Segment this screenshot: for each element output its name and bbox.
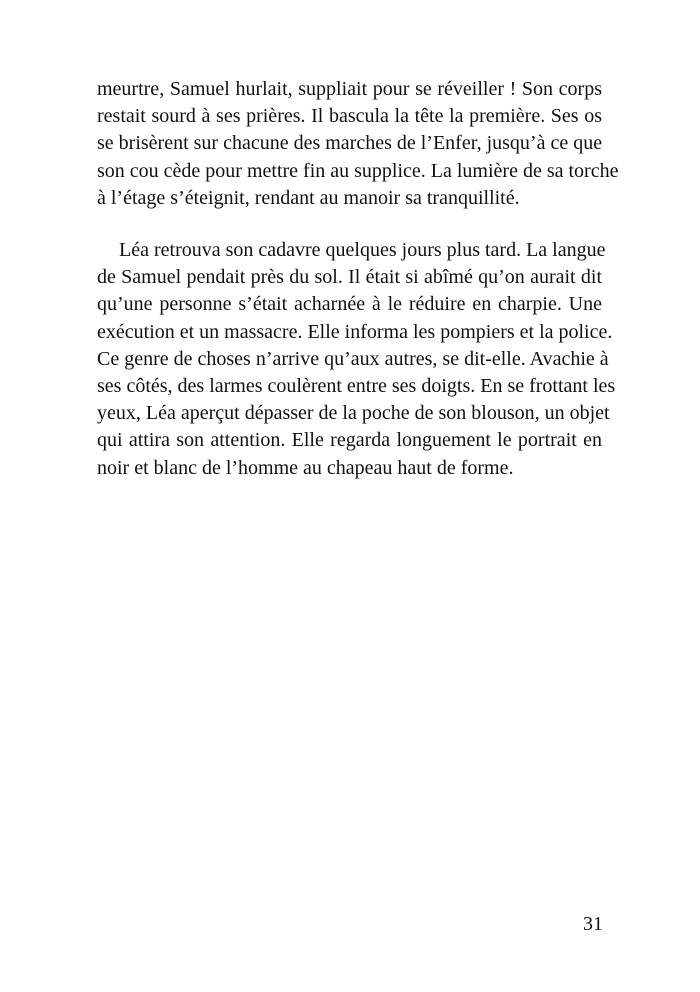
text-line: qui attira son attention. Elle regarda longuement le portrait en <box>97 429 602 452</box>
text-line: restait sourd à ses prières. Il bascula la tête la première. Ses os <box>97 105 602 128</box>
text-line: son cou cède pour mettre fin au supplice. La lumière de sa torche <box>97 159 619 182</box>
text-line: à l’étage s’éteignit, rendant au manoir sa tranquillité. <box>97 186 520 209</box>
paragraph-1 <box>97 76 619 212</box>
text-line: Ce genre de choses n’arrive qu’aux autres, se dit-elle. Avachie à <box>97 347 609 370</box>
paragraph-2 <box>97 237 616 482</box>
text-line: yeux, Léa aperçut dépasser de la poche de son blouson, un objet <box>97 402 610 425</box>
text-line: qu’une personne s’était acharnée à le réduire en charpie. Une <box>97 293 602 316</box>
page-number: 31 <box>583 913 603 935</box>
text-line-indented: Léa retrouva son cadavre quelques jours plus tard. La langue <box>119 239 606 262</box>
body-text <box>97 76 619 482</box>
text-line: de Samuel pendait près du sol. Il était si abîmé qu’on aurait dit <box>97 266 602 289</box>
text-line: ses côtés, des larmes coulèrent entre ses doigts. En se frottant les <box>97 375 616 398</box>
text-line: se brisèrent sur chacune des marches de l’Enfer, jusqu’à ce que <box>97 132 603 155</box>
text-line: meurtre, Samuel hurlait, suppliait pour se réveiller ! Son corps <box>97 78 602 100</box>
text-line: exécution et un massacre. Elle informa les pompiers et la police. <box>97 320 613 343</box>
text-line: noir et blanc de l’homme au chapeau haut de forme. <box>97 456 514 479</box>
